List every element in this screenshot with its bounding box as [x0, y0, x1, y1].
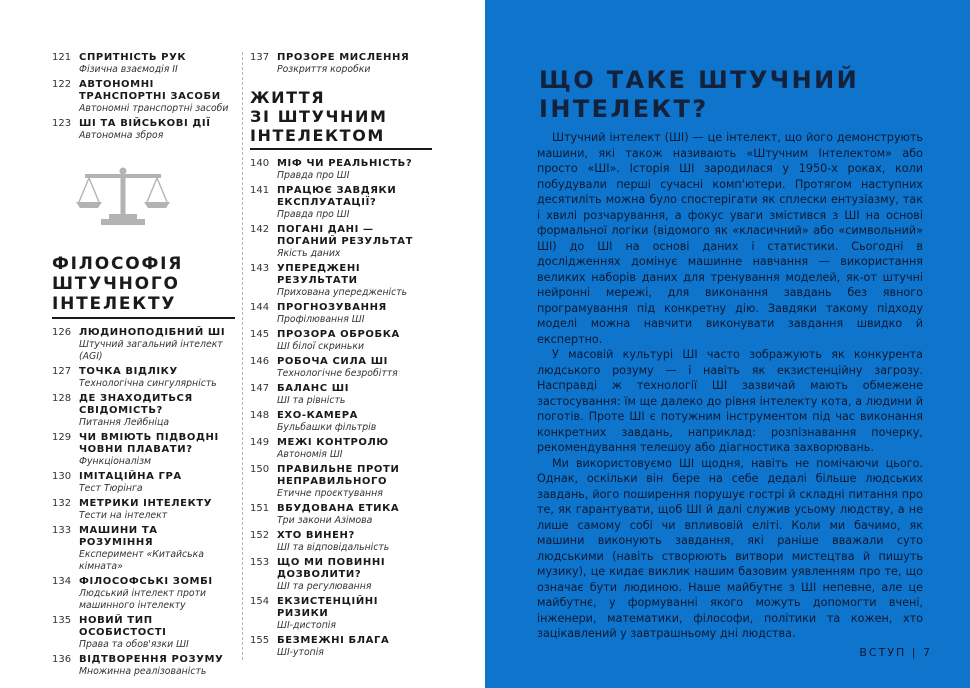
- page-number: 153: [250, 557, 270, 568]
- contents-entry[interactable]: [250, 185, 432, 221]
- entry-subtitle: Якість даних: [277, 248, 341, 259]
- page-number: 132: [52, 498, 72, 509]
- entry-title: МЕЖІ КОНТРОЛЮ: [277, 437, 389, 448]
- column-divider: [242, 52, 243, 660]
- entry-title: ПРАВИЛЬНЕ ПРОТИ НЕПРАВИЛЬНОГО: [277, 464, 400, 487]
- entry-text: [277, 263, 432, 299]
- page-number: 127: [52, 366, 72, 377]
- entry-title: ЩО МИ ПОВИННІ ДОЗВОЛИТИ?: [277, 557, 386, 580]
- page-number: 123: [52, 118, 72, 129]
- entry-text: [277, 158, 432, 182]
- entry-text: [79, 118, 235, 142]
- entry-title: ПРАЦЮЄ ЗАВДЯКИ ЕКСПЛУАТАЦІЇ?: [277, 185, 397, 208]
- entry-text: [277, 437, 432, 461]
- page-number: 130: [52, 471, 72, 482]
- entry-text: [277, 329, 432, 353]
- entry-title: МАШИНИ ТА РОЗУМІННЯ: [79, 525, 158, 548]
- entry-text: [79, 498, 235, 522]
- contents-entry[interactable]: [52, 393, 235, 429]
- page-number: 121: [52, 52, 72, 63]
- entry-title: БАЛАНС ШІ: [277, 383, 350, 394]
- entry-title: БЕЗМЕЖНІ БЛАГА: [277, 635, 390, 646]
- entry-subtitle: Множинна реалізованість: [79, 666, 207, 677]
- contents-entry[interactable]: [250, 596, 432, 632]
- entry-text: [277, 635, 432, 659]
- entry-subtitle: Автономія ШІ: [277, 449, 343, 460]
- entry-subtitle: Технологічне безробіття: [277, 368, 398, 379]
- entry-title: ПРОЗОРА ОБРОБКА: [277, 329, 400, 340]
- intro-paragraph: Штучний інтелект (ШІ) — це інтелект, що його демонструють машини, які також називають «Штучним Інтелектом» або просто «ШІ». Історія ШІ зародилася у 1950-х роках, коли побудували перші сучасні комп'ютери. Протягом наступних десятиліть можна було спостерігати як сплески ентузіазму, так і хвилі розчарування, а фокус уваги змістився з ШІ на основі формальної логіки (відомого як «класичний» або «символьний» ШІ) до ШІ на основі даних і статистики. Сьогодні в дослідженнях домінує машинне навчання — використання великих наборів даних для тренування моделей, як-от штучні нейронні мережі, для виконання завдань без явного програмування під конкретну дію. Завдяки такому підходу моделі можна навчити виконувати завдання швидко й експертно.: [537, 131, 923, 346]
- contents-entry[interactable]: [250, 557, 432, 593]
- entry-text: [79, 393, 235, 429]
- page-number: 143: [250, 263, 270, 274]
- page-footer: ВСТУП | 7: [859, 646, 932, 659]
- contents-entry[interactable]: [52, 576, 235, 612]
- entry-subtitle: ШІ-дистопія: [277, 620, 336, 631]
- page-number: 133: [52, 525, 72, 536]
- contents-entry[interactable]: [250, 635, 432, 659]
- entry-text: [277, 410, 432, 434]
- page-number: 150: [250, 464, 270, 475]
- intro-paragraph: Ми використовуємо ШІ щодня, навіть не помічаючи цього. Однак, оскільки він бере на себе дедалі більше людських завдань, його поширення порушує гострі й складні питання про те, як гарантувати, щоб ШІ й далі служив усьому людству, а не лише самому собі чи впливовій еліті. Коли ми бачимо, як машини виконують завдання, які раніше вважали суто людськими (навіть створюють витвори мистецтва й пишуть музику), це кидає виклик нашим базовим уявленням про те, що означає бути людиною. Наше майбутнє з ШІ непевне, але це майбутнє, у формуванні якого можуть допомогти вчені, інженери, математики, філософи, політики та кожен, хто зацікавлений у завтрашньому дні людства.: [537, 456, 923, 640]
- page-number: 135: [52, 615, 72, 626]
- page-number: 151: [250, 503, 270, 514]
- page-number: 128: [52, 393, 72, 404]
- entry-title: ХТО ВИНЕН?: [277, 530, 355, 541]
- contents-column-a: [52, 52, 235, 681]
- contents-entry[interactable]: [52, 366, 235, 390]
- entry-title: ДЕ ЗНАХОДИТЬСЯ СВІДОМІСТЬ?: [79, 393, 193, 416]
- entry-subtitle: ШІ білої скриньки: [277, 341, 365, 352]
- entry-subtitle: ШІ та регулювання: [277, 581, 372, 592]
- page-number: 146: [250, 356, 270, 367]
- section-title-philosophy: ФІЛОСОФІЯ ШТУЧНОГО ІНТЕЛЕКТУ: [52, 254, 235, 319]
- entry-subtitle: Етичне проєктування: [277, 488, 383, 499]
- page-number: 136: [52, 654, 72, 665]
- contents-entry[interactable]: [52, 79, 235, 115]
- entry-title: МЕТРИКИ ІНТЕЛЕКТУ: [79, 498, 213, 509]
- contents-entry[interactable]: [52, 525, 235, 573]
- intro-title: ЩО ТАКЕ ШТУЧНИЙ ІНТЕЛЕКТ?: [539, 66, 860, 123]
- entry-subtitle: ШІ-утопія: [277, 647, 324, 658]
- entry-subtitle: Людський інтелект проти машинного інтелекту: [79, 588, 207, 611]
- entry-title: АВТОНОМНІ ТРАНСПОРТНІ ЗАСОБИ: [79, 79, 221, 102]
- entries-group: [250, 158, 432, 659]
- entry-text: [79, 654, 235, 678]
- entry-subtitle: Автономна зброя: [79, 130, 164, 141]
- entry-subtitle: Профілювання ШІ: [277, 314, 365, 325]
- entry-subtitle: Правда про ШІ: [277, 170, 350, 181]
- entries-group: [52, 327, 235, 678]
- contents-entry[interactable]: [52, 432, 235, 468]
- entry-subtitle: ШІ та відповідальність: [277, 542, 390, 553]
- entry-subtitle: Правда про ШІ: [277, 209, 350, 220]
- entry-subtitle: Тести на інтелект: [79, 510, 168, 521]
- entry-title: НОВИЙ ТИП ОСОБИСТОСТІ: [79, 615, 167, 638]
- contents-entry[interactable]: [52, 615, 235, 651]
- page-number: 142: [250, 224, 270, 235]
- entry-title: ПРОГНОЗУВАННЯ: [277, 302, 387, 313]
- entry-subtitle: Питання Лейбніца: [79, 417, 170, 428]
- contents-entry[interactable]: [250, 263, 432, 299]
- entry-subtitle: Технологічна сингулярність: [79, 378, 217, 389]
- entry-title: ПРОЗОРЕ МИСЛЕННЯ: [277, 52, 410, 63]
- entry-text: [277, 302, 432, 326]
- page-number: 154: [250, 596, 270, 607]
- section-title-life-with-ai: ЖИТТЯ ЗІ ШТУЧНИМ ІНТЕЛЕКТОМ: [250, 88, 432, 150]
- entry-title: ЧИ ВМІЮТЬ ПІДВОДНІ ЧОВНИ ПЛАВАТИ?: [79, 432, 219, 455]
- entries-group: [52, 52, 235, 142]
- contents-entry[interactable]: [250, 224, 432, 260]
- entry-title: ІМІТАЦІЙНА ГРА: [79, 471, 182, 482]
- entry-subtitle: Автономні транспортні засоби: [79, 103, 229, 114]
- page-number: 134: [52, 576, 72, 587]
- entry-title: ВІДТВОРЕННЯ РОЗУМУ: [79, 654, 224, 665]
- entry-subtitle: ШІ та рівність: [277, 395, 346, 406]
- entry-text: [79, 79, 235, 115]
- contents-entry[interactable]: [52, 654, 235, 678]
- contents-entry[interactable]: [52, 471, 235, 495]
- contents-column-b: [250, 52, 432, 662]
- entry-title: РОБОЧА СИЛА ШІ: [277, 356, 388, 367]
- entry-title: ФІЛОСОФСЬКІ ЗОМБІ: [79, 576, 213, 587]
- contents-entry[interactable]: [250, 464, 432, 500]
- entry-title: ТОЧКА ВІДЛІКУ: [79, 366, 178, 377]
- page-number: 129: [52, 432, 72, 443]
- entry-title: СПРИТНІСТЬ РУК: [79, 52, 187, 63]
- page-number: 147: [250, 383, 270, 394]
- entry-text: [79, 471, 235, 495]
- page-number: 126: [52, 327, 72, 338]
- intro-body: [537, 130, 923, 642]
- entry-text: [79, 432, 235, 468]
- page-number: 152: [250, 530, 270, 541]
- entry-subtitle: Тест Тюрінга: [79, 483, 143, 494]
- contents-entry[interactable]: [52, 498, 235, 522]
- contents-entry[interactable]: [52, 118, 235, 142]
- page-number: 144: [250, 302, 270, 313]
- entry-subtitle: Функціоналізм: [79, 456, 152, 467]
- entry-subtitle: Штучний загальний інтелект (AGI): [79, 339, 223, 362]
- entry-text: [79, 615, 235, 651]
- contents-entry[interactable]: [52, 327, 235, 363]
- entries-group: [250, 52, 432, 76]
- entry-text: [277, 557, 432, 593]
- page-number: 155: [250, 635, 270, 646]
- entry-subtitle: Бульбашки фільтрів: [277, 422, 377, 433]
- entry-text: [277, 224, 432, 260]
- contents-entry[interactable]: [250, 410, 432, 434]
- entry-text: [79, 576, 235, 612]
- entry-text: [277, 52, 432, 76]
- entry-title: ЕХО-КАМЕРА: [277, 410, 358, 421]
- entry-text: [277, 596, 432, 632]
- page-number: 122: [52, 79, 72, 90]
- entry-text: [79, 327, 235, 363]
- contents-entry[interactable]: [250, 302, 432, 326]
- entry-subtitle: Фізична взаємодія ІІ: [79, 64, 178, 75]
- entry-title: ЕКЗИСТЕНЦІЙНІ РИЗИКИ: [277, 596, 379, 619]
- contents-entry[interactable]: [52, 52, 235, 76]
- contents-entry[interactable]: [250, 530, 432, 554]
- contents-entry[interactable]: [250, 437, 432, 461]
- entry-title: ШІ ТА ВІЙСЬКОВІ ДІЇ: [79, 118, 211, 129]
- entry-title: ПОГАНІ ДАНІ — ПОГАНИЙ РЕЗУЛЬТАТ: [277, 224, 414, 247]
- entry-text: [79, 52, 235, 76]
- page-number: 137: [250, 52, 270, 63]
- entry-text: [277, 356, 432, 380]
- contents-entry[interactable]: [250, 52, 432, 76]
- entry-title: МІФ ЧИ РЕАЛЬНІСТЬ?: [277, 158, 413, 169]
- entry-subtitle: Три закони Азімова: [277, 515, 373, 526]
- contents-entry[interactable]: [250, 158, 432, 182]
- balance-scale-icon: [75, 166, 171, 228]
- entry-title: УПЕРЕДЖЕНІ РЕЗУЛЬТАТИ: [277, 263, 361, 286]
- page-number: 148: [250, 410, 270, 421]
- entry-text: [79, 525, 235, 573]
- contents-entry[interactable]: [250, 356, 432, 380]
- entry-text: [277, 530, 432, 554]
- entry-text: [277, 185, 432, 221]
- entry-subtitle: Розкриття коробки: [277, 64, 371, 75]
- entry-title: ВБУДОВАНА ЕТИКА: [277, 503, 400, 514]
- contents-entry[interactable]: [250, 503, 432, 527]
- entry-subtitle: Прихована упередженість: [277, 287, 408, 298]
- entry-subtitle: Експеримент «Китайська кімната»: [79, 549, 204, 572]
- contents-entry[interactable]: [250, 329, 432, 353]
- page-number: 141: [250, 185, 270, 196]
- page-number: 145: [250, 329, 270, 340]
- intro-paragraph: У масовій культурі ШІ часто зображують як конкурента людського розуму — і навіть як екзистенційну загрозу. Насправді ж технології ШІ зазвичай мають обмежене застосування: їм ще далеко до рівня інтелекту кота, а людини й поготів. Проте ШІ є потужним інструментом під час виконання конкретних завдань, наприклад: розпізнавання почерку, рекомендування телешоу або діагностика захворювань.: [537, 348, 923, 454]
- entry-subtitle: Права та обов'язки ШІ: [79, 639, 189, 650]
- entry-text: [79, 366, 235, 390]
- entry-text: [277, 383, 432, 407]
- entry-text: [277, 503, 432, 527]
- entry-text: [277, 464, 432, 500]
- page-number: 140: [250, 158, 270, 169]
- entry-title: ЛЮДИНОПОДІБНИЙ ШІ: [79, 327, 226, 338]
- contents-entry[interactable]: [250, 383, 432, 407]
- page-number: 149: [250, 437, 270, 448]
